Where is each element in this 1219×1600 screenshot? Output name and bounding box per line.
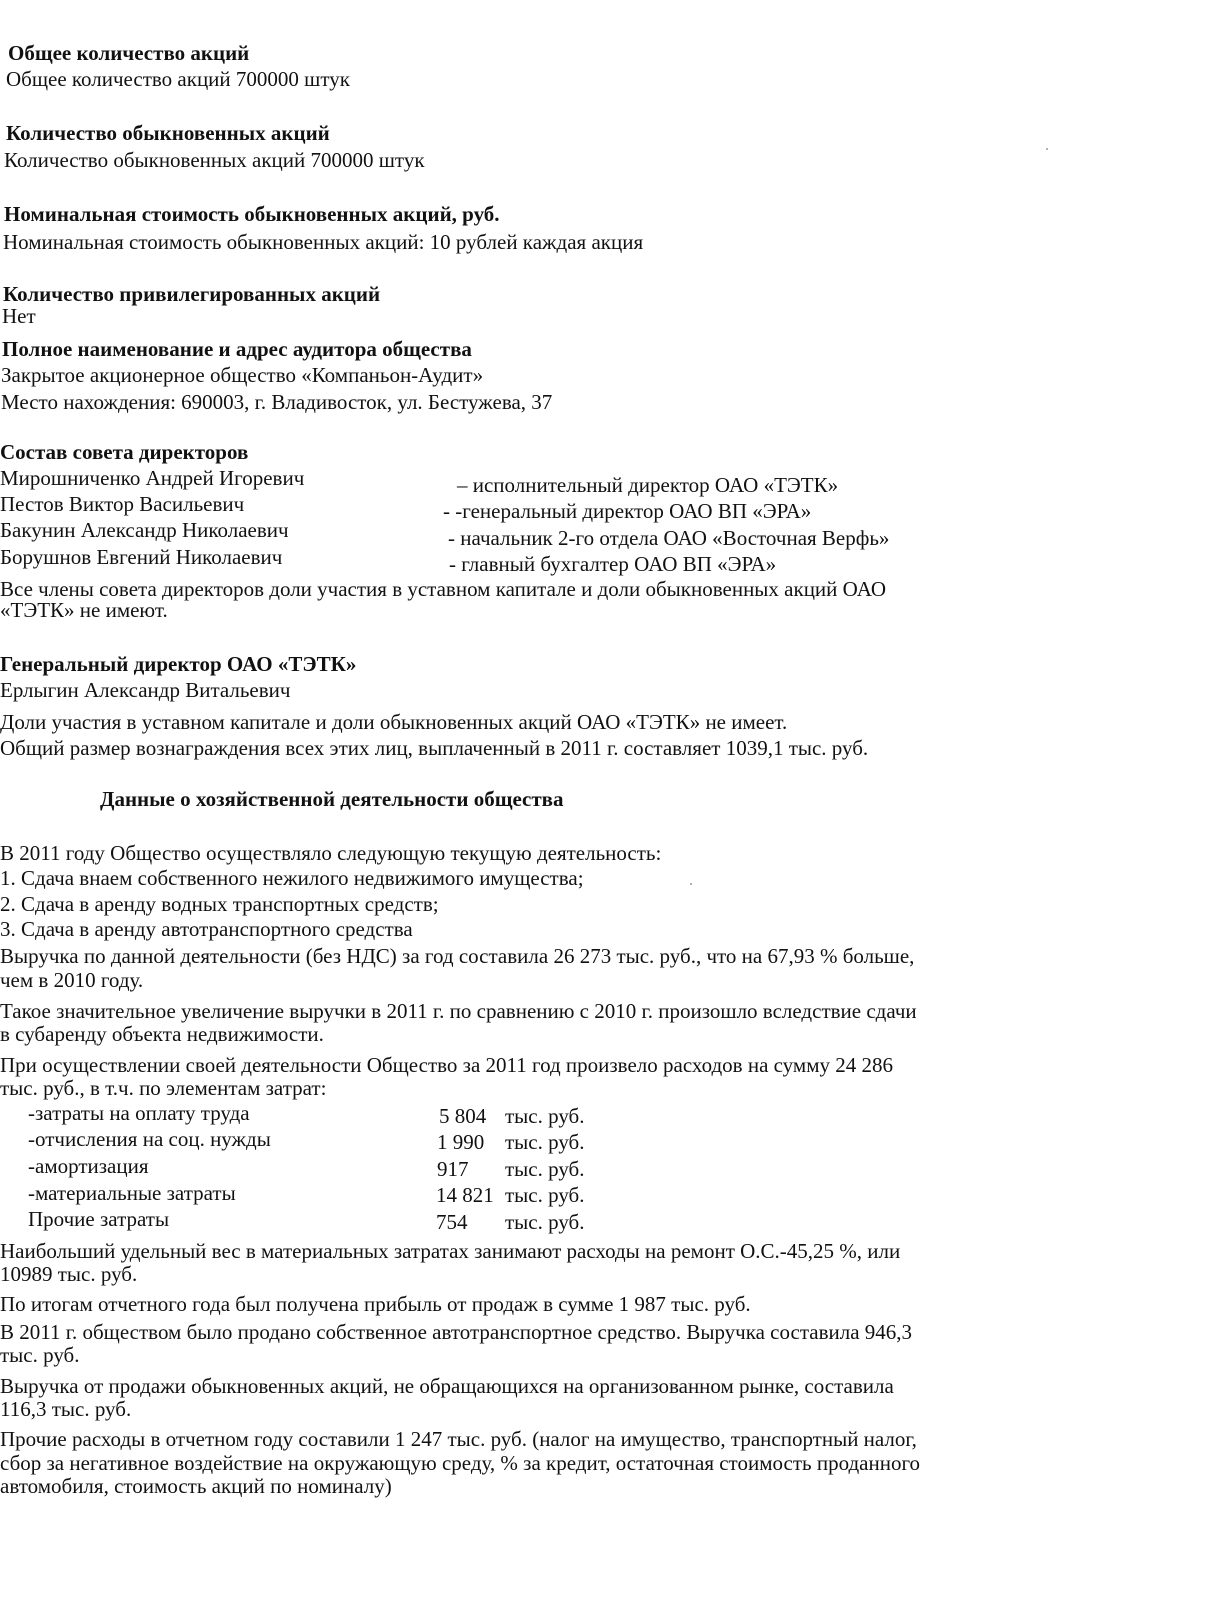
increase-line2: в субаренду объекта недвижимости.	[0, 1022, 324, 1046]
general-director-heading: Генеральный директор ОАО «ТЭТК»	[0, 652, 357, 676]
activity-heading: Данные о хозяйственной деятельности общества	[100, 787, 564, 811]
other-expenses-line2: сбор за негативное воздействие на окружающую среду, % за кредит, остаточная стоимость проданного	[0, 1451, 921, 1475]
nominal-value-text: Номинальная стоимость обыкновенных акций: 10 рублей каждая акция	[3, 230, 644, 254]
cost-element-value: 754	[436, 1210, 468, 1234]
shares-total-text: Общее количество акций 700000 штук	[6, 67, 350, 91]
board-member-name: Мирошниченко Андрей Игоревич	[0, 466, 305, 490]
board-member-name: Пестов Виктор Васильевич	[0, 492, 245, 516]
auditor-address: Место нахождения: 690003, г. Владивосток, ул. Бестужева, 37	[1, 390, 553, 414]
revenue-line2: чем в 2010 году.	[0, 968, 144, 992]
board-note-line2: «ТЭТК» не имеют.	[0, 598, 168, 622]
revenue-line1: Выручка по данной деятельности (без НДС) за год составила 26 273 тыс. руб., что на 67,93 % больше,	[0, 944, 915, 968]
profit-text: По итогам отчетного года был получена прибыль от продаж в сумме 1 987 тыс. руб.	[0, 1292, 751, 1316]
activity-item: 3. Сдача в аренду автотранспортного средства	[0, 917, 413, 941]
cost-element-value: 14 821	[436, 1183, 494, 1207]
cost-element-unit: тыс. руб.	[505, 1210, 585, 1234]
other-expenses-line1: Прочие расходы в отчетном году составили 1 247 тыс. руб. (налог на имущество, транспортный налог,	[0, 1427, 917, 1451]
cost-element-label: Прочие затраты	[28, 1207, 170, 1231]
cost-element-label: -затраты на оплату труда	[28, 1101, 250, 1125]
scan-speck	[1046, 148, 1048, 150]
board-member-name: Борушнов Евгений Николаевич	[0, 545, 283, 569]
cost-element-value: 1 990	[437, 1130, 485, 1154]
auditor-name: Закрытое акционерное общество «Компаньон-Аудит»	[1, 363, 484, 387]
scan-speck	[690, 883, 692, 885]
vehicle-line1: В 2011 г. обществом было продано собственное автотранспортное средство. Выручка составила 946,3	[0, 1320, 913, 1344]
board-member-name: Бакунин Александр Николаевич	[0, 518, 289, 542]
cost-element-label: -материальные затраты	[28, 1181, 236, 1205]
remuneration-text: Общий размер вознаграждения всех этих лиц, выплаченный в 2011 г. составляет 1039,1 тыс. руб.	[0, 736, 869, 760]
board-note-line1: Все члены совета директоров доли участия в уставном капитале и доли обыкновенных акций ОАО	[0, 577, 887, 601]
cost-element-unit: тыс. руб.	[505, 1183, 585, 1207]
activity-item: 1. Сдача внаем собственного нежилого недвижимого имущества;	[0, 866, 584, 890]
board-member-role: - начальник 2-го отдела ОАО «Восточная Верфь»	[448, 526, 890, 550]
material-line2: 10989 тыс. руб.	[0, 1262, 138, 1286]
cost-element-unit: тыс. руб.	[505, 1157, 585, 1181]
nominal-value-heading: Номинальная стоимость обыкновенных акций, руб.	[4, 202, 500, 226]
auditor-heading: Полное наименование и адрес аудитора общества	[2, 337, 472, 361]
cost-element-label: -амортизация	[28, 1154, 149, 1178]
shares-sale-line2: 116,3 тыс. руб.	[0, 1397, 132, 1421]
general-director-name: Ерлыгин Александр Витальевич	[0, 678, 291, 702]
shares-total-heading: Общее количество акций	[8, 41, 250, 65]
board-member-role: – исполнительный директор ОАО «ТЭТК»	[457, 473, 839, 497]
board-member-role: - главный бухгалтер ОАО ВП «ЭРА»	[449, 552, 777, 576]
preferred-shares-text: Нет	[2, 304, 36, 328]
board-member-role: - -генеральный директор ОАО ВП «ЭРА»	[443, 499, 812, 523]
shares-ordinary-heading: Количество обыкновенных акций	[6, 121, 330, 145]
cost-element-label: -отчисления на соц. нужды	[28, 1127, 271, 1151]
material-line1: Наибольший удельный вес в материальных затратах занимают расходы на ремонт О.С.-45,25 %, или	[0, 1239, 901, 1263]
expenses-line1: При осуществлении своей деятельности Общество за 2011 год произвело расходов на сумму 24 286	[0, 1053, 893, 1077]
expenses-line2: тыс. руб., в т.ч. по элементам затрат:	[0, 1076, 327, 1100]
increase-line1: Такое значительное увеличение выручки в 2011 г. по сравнению с 2010 г. произошло вследствие сдачи	[0, 999, 917, 1023]
vehicle-line2: тыс. руб.	[0, 1343, 80, 1367]
cost-element-value: 5 804	[439, 1104, 487, 1128]
shares-sale-line1: Выручка от продажи обыкновенных акций, не обращающихся на организованном рынке, составила	[0, 1374, 894, 1398]
general-director-shares-note: Доли участия в уставном капитале и доли обыкновенных акций ОАО «ТЭТК» не имеет.	[0, 710, 788, 734]
activity-item: 2. Сдача в аренду водных транспортных средств;	[0, 892, 439, 916]
cost-element-unit: тыс. руб.	[505, 1130, 585, 1154]
cost-element-value: 917	[437, 1157, 469, 1181]
shares-ordinary-text: Количество обыкновенных акций 700000 штук	[4, 148, 425, 172]
cost-element-unit: тыс. руб.	[505, 1104, 585, 1128]
preferred-shares-heading: Количество привилегированных акций	[3, 282, 381, 306]
board-heading: Состав совета директоров	[0, 440, 249, 464]
other-expenses-line3: автомобиля, стоимость акций по номиналу)	[0, 1474, 392, 1498]
activity-intro: В 2011 году Общество осуществляло следующую текущую деятельность:	[0, 841, 662, 865]
